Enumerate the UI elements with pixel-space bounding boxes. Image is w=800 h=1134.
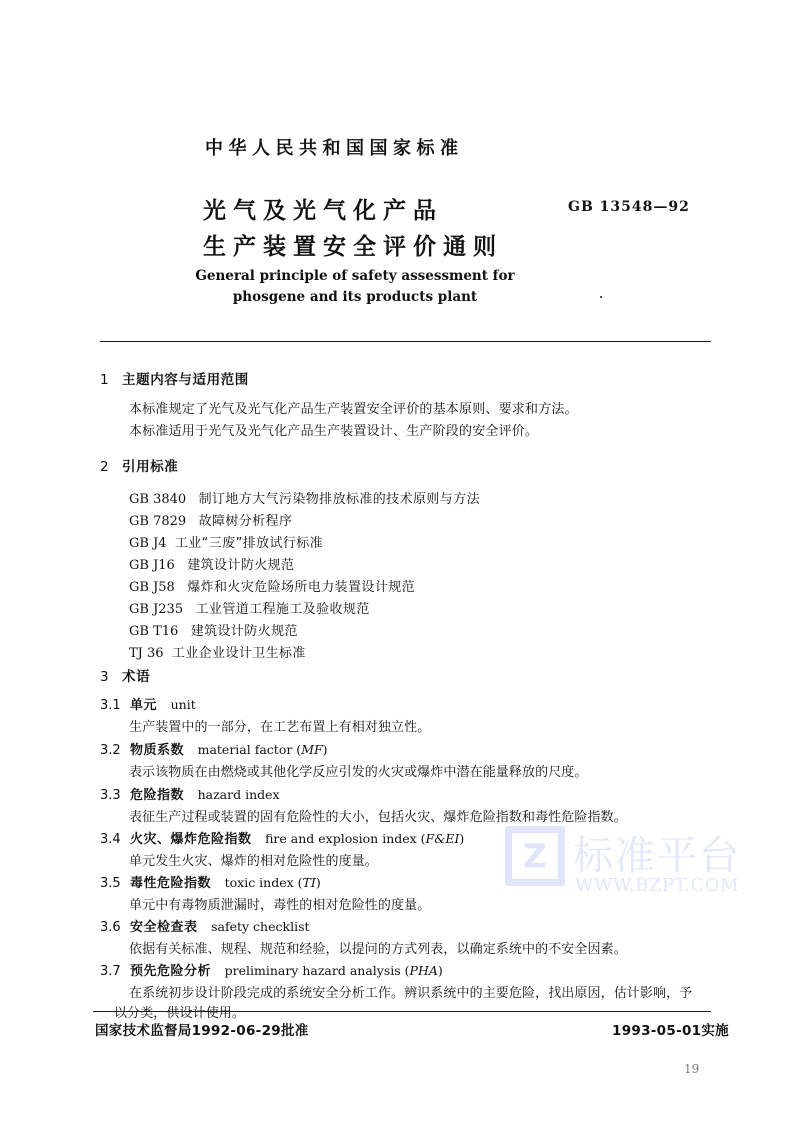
reference-code: GB J4 [129, 536, 167, 551]
reference-name: 工业“三废”排放试行标准 [174, 536, 324, 551]
term-name-cn: 单元 [130, 698, 158, 713]
header-divider [100, 341, 711, 342]
page-number: 19 [684, 1062, 700, 1076]
term-name-cn: 火灾、爆炸危险指数 [130, 832, 252, 847]
term-definition: 生产装置中的一部分，在工艺布置上有相对独立性。 [129, 720, 431, 735]
term-definition: 表征生产过程或装置的固有危险性的大小，包括火灾、爆炸危险指数和毒性危险指数。 [129, 810, 627, 825]
english-title-line-1: General principle of safety assessment for [195, 268, 515, 284]
reference-item [129, 642, 306, 661]
reference-code: TJ 36 [129, 646, 164, 661]
term-name-en: safety checklist [211, 919, 310, 934]
term-number: 3.1 [100, 698, 121, 713]
term-definition: 在系统初步设计阶段完成的系统安全分析工作。辨识系统中的主要危险，找出原因，估计影响，予 [129, 986, 693, 1001]
reference-item [129, 598, 370, 617]
reference-code: GB T16 [129, 624, 179, 639]
section-1-title: 主题内容与适用范围 [122, 372, 249, 388]
term-name-en: toxic index (TI) [224, 875, 321, 890]
term-heading [100, 960, 443, 979]
term-name-en: preliminary hazard analysis (PHA) [224, 963, 443, 978]
reference-code: GB J58 [129, 580, 175, 595]
term-number: 3.4 [100, 832, 121, 847]
section-3-heading [100, 665, 150, 685]
term-heading [100, 916, 310, 935]
reference-name: 爆炸和火灾危险场所电力装置设计规范 [187, 580, 416, 595]
standard-number: GB 13548—92 [568, 199, 690, 215]
section-2-heading [100, 455, 178, 475]
stray-dot-mark [600, 296, 602, 298]
term-definition: 单元发生火灾、爆炸的相对危险性的度量。 [129, 854, 378, 869]
section-1-heading [100, 368, 249, 388]
reference-code: GB 7829 [129, 514, 187, 529]
reference-item [129, 510, 292, 529]
english-title [100, 266, 610, 308]
approval-statement: 国家技术监督局1992-06-29批准 [95, 1023, 309, 1039]
term-name-cn: 毒性危险指数 [130, 876, 212, 891]
term-heading [100, 828, 464, 847]
english-title-line-2: phosgene and its products plant [232, 289, 478, 305]
term-definition: 以分类，供设计使用。 [114, 1006, 246, 1021]
term-name-cn: 安全检查表 [130, 920, 198, 935]
reference-item [129, 488, 480, 507]
term-name-en: fire and explosion index (F&EI) [265, 831, 465, 846]
term-name-en: unit [170, 697, 196, 712]
term-heading [100, 739, 328, 758]
reference-code: GB 3840 [129, 492, 187, 507]
watermark-url: WWW.BZPT.COM [575, 875, 739, 896]
term-abbr: PHA [409, 963, 438, 978]
reference-name: 工业管道工程施工及验收规范 [195, 602, 370, 617]
term-definition: 依据有关标准、规程、规范和经验，以提问的方式列表，以确定系统中的不安全因素。 [129, 942, 627, 957]
page-title-line-1: 光气及光气化产品 [203, 198, 443, 224]
term-abbr: F&EI [425, 831, 460, 846]
term-number: 3.2 [100, 743, 121, 758]
term-name-en: material factor (MF) [197, 742, 328, 757]
term-name-cn: 物质系数 [130, 743, 185, 758]
section-1-paragraph-2: 本标准适用于光气及光气化产品生产装置设计、生产阶段的安全评价。 [129, 424, 539, 439]
term-name-cn: 危险指数 [130, 788, 185, 803]
term-number: 3.7 [100, 964, 121, 979]
reference-code: GB J235 [129, 602, 184, 617]
term-abbr: TI [302, 875, 316, 890]
reference-item [129, 620, 298, 639]
section-3-title: 术语 [122, 669, 151, 685]
section-2-number: 2 [100, 459, 109, 475]
national-standard-label: 中华人民共和国国家标准 [205, 138, 464, 159]
section-2-title: 引用标准 [122, 459, 179, 475]
term-heading [100, 872, 321, 891]
section-3-number: 3 [100, 669, 109, 685]
reference-name: 制订地方大气污染物排放标准的技术原则与方法 [198, 492, 480, 507]
reference-name: 建筑设计防火规范 [190, 624, 298, 639]
reference-item [129, 554, 294, 573]
reference-name: 建筑设计防火规范 [187, 558, 295, 573]
term-heading [100, 784, 280, 803]
term-number: 3.5 [100, 876, 121, 891]
term-number: 3.6 [100, 920, 121, 935]
term-name-cn: 预先危险分析 [130, 964, 212, 979]
watermark-brand: 标准平台 [573, 833, 741, 879]
implementation-date: 1993-05-01实施 [612, 1023, 729, 1039]
watermark-logo-letter: Z [523, 836, 547, 876]
section-1-paragraph-1: 本标准规定了光气及光气化产品生产装置安全评价的基本原则、要求和方法。 [129, 402, 578, 417]
term-definition: 单元中有毒物质泄漏时，毒性的相对危险性的度量。 [129, 898, 431, 913]
reference-name: 故障树分析程序 [198, 514, 293, 529]
term-definition: 表示该物质在由燃烧或其他化学反应引发的火灾或爆炸中潜在能量释放的尺度。 [129, 765, 588, 780]
term-heading [100, 694, 196, 713]
page-title-line-2: 生产装置安全评价通则 [203, 234, 503, 260]
term-number: 3.3 [100, 788, 121, 803]
term-abbr: MF [301, 742, 323, 757]
reference-item [129, 576, 415, 595]
section-1-number: 1 [100, 372, 109, 388]
footer-divider [93, 1011, 711, 1012]
term-name-en: hazard index [197, 787, 280, 802]
reference-item [129, 532, 323, 551]
reference-name: 工业企业设计卫生标准 [171, 646, 306, 661]
reference-code: GB J16 [129, 558, 175, 573]
